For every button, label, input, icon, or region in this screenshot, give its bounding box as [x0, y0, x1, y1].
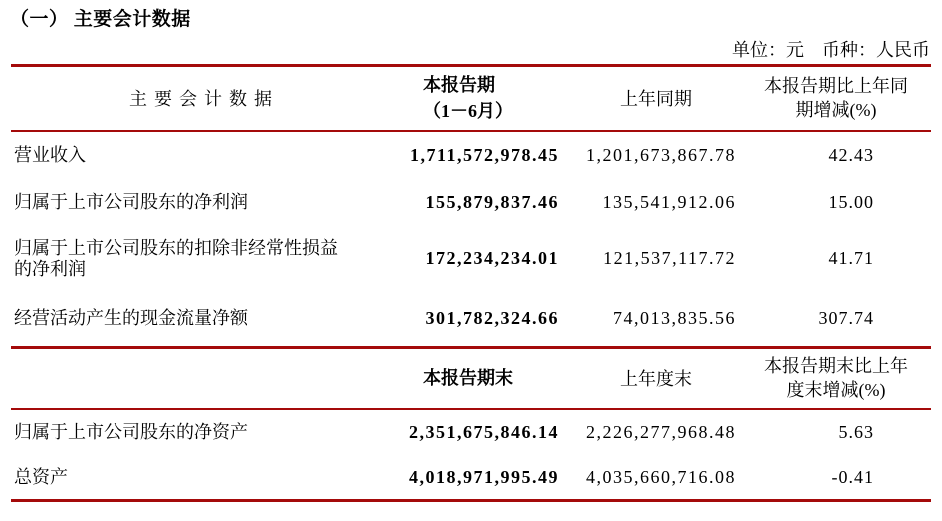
- header-empty-cell: [11, 348, 390, 409]
- row-label: [11, 226, 390, 292]
- value-change: 5.63: [838, 422, 874, 442]
- value-current: 155,879,837.46: [425, 191, 559, 212]
- row-label-text: 归属于上市公司股东的净利润: [14, 191, 248, 212]
- row-label-text: 归属于上市公司股东的净资产: [14, 422, 248, 442]
- row-label: [11, 179, 390, 226]
- value-current: 301,782,324.66: [425, 308, 559, 329]
- value-current: 2,351,675,846.14: [409, 422, 559, 442]
- row-label-text: 经营活动产生的现金流量净额: [14, 308, 248, 329]
- unit-currency-note: 单位：元 币种：人民币: [732, 40, 930, 60]
- value-prior: 135,541,912.06: [602, 191, 736, 212]
- row-label-text: 归属于上市公司股东的扣除非经常性损益的净利润: [14, 237, 338, 279]
- value-prior: 2,226,277,968.48: [586, 422, 736, 442]
- row-label: [11, 131, 390, 179]
- value-prior: 4,035,660,716.08: [586, 466, 736, 487]
- value-change: 42.43: [828, 144, 874, 165]
- header-current-period-line1: 本报告期: [423, 75, 495, 96]
- value-change: 307.74: [818, 308, 874, 329]
- row-label-text: 营业收入: [14, 144, 86, 165]
- table-row-net-assets: [11, 409, 931, 456]
- value-current: 172,234,234.01: [425, 248, 559, 268]
- table-row-total-assets: [11, 456, 931, 501]
- header-current-period-line2: （1－6月）: [423, 101, 513, 122]
- period-end-header-row: [11, 348, 931, 409]
- period-header-row: [11, 66, 931, 131]
- header-current-period-end: [390, 348, 571, 409]
- value-current: 1,711,572,978.45: [409, 144, 559, 165]
- value-prior: 121,537,117.72: [603, 248, 736, 268]
- value-prior: 1,201,673,867.78: [586, 144, 736, 165]
- header-end-change-pct: [741, 348, 931, 409]
- header-change-pct-text: 本报告期比上年同期增减(%): [764, 76, 908, 121]
- row-label-text: 总资产: [14, 466, 68, 487]
- table-row-net-profit-excl-nonrecurring: [11, 226, 931, 292]
- header-end-change-pct-text: 本报告期末比上年度末增减(%): [764, 356, 908, 401]
- value-current: 4,018,971,995.49: [409, 466, 559, 487]
- header-current-period-text: [390, 72, 571, 124]
- header-current-period-end-text: 本报告期末: [423, 368, 513, 389]
- value-change: 41.71: [828, 248, 874, 268]
- header-prior-period: 上年同期: [620, 89, 692, 110]
- table-row-revenue: [11, 131, 931, 179]
- table-row-net-profit: [11, 179, 931, 226]
- row-label: [11, 292, 390, 348]
- value-prior: 74,013,835.56: [613, 308, 736, 329]
- value-change: -0.41: [831, 466, 874, 487]
- header-prior-year-end: 上年度末: [620, 369, 692, 390]
- header-main-data: 主要会计数据: [129, 89, 279, 110]
- row-label: [11, 409, 390, 456]
- section-title: （一） 主要会计数据: [10, 9, 191, 30]
- value-change: 15.00: [828, 191, 874, 212]
- row-label: [11, 456, 390, 501]
- table-row-operating-cash-flow: [11, 292, 931, 348]
- header-current-period: [390, 66, 571, 131]
- main-accounting-data-table: [11, 64, 931, 502]
- header-change-pct: [741, 66, 931, 131]
